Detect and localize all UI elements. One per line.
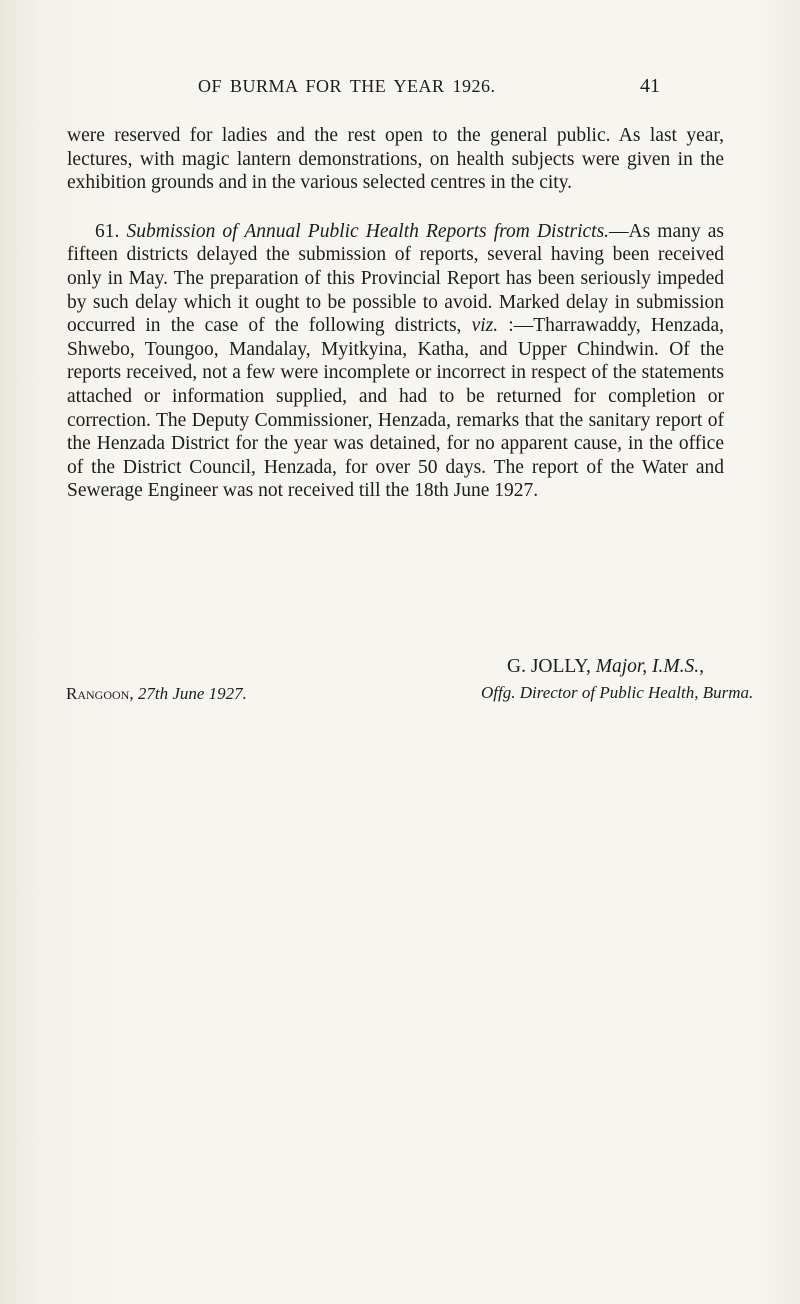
place: Rangoon, <box>66 684 134 703</box>
paragraph-text-b: :—Tharrawaddy, Henzada, Shwebo, Toungoo, Mandalay, Myitkyina, Katha, and Upper Chindwin. Of the reports received, not a few were incomplete or incorrect in respect of the statements attached or information supplied, and had to be returned for completion or correction. The Deputy Commissioner, Henzada, remarks that the sanitary report of the Henzada District for the year was detained, for no apparent cause, in the office of the District Council, Henzada, for over 50 days. The report of the Water and Sewerage Engineer was not received till the 18th June 1927. <box>67 315 725 502</box>
paragraph-number: 61. <box>95 220 120 242</box>
paragraph-continued: were reserved for ladies and the rest open to the general public. As last year, lectures, with magic lantern demonstrations, on health subjects were given in the exhibition grounds and in the various selected centres in the city. <box>67 125 724 194</box>
date: 27th June 1927. <box>137 684 247 703</box>
heading-dash: — <box>609 220 629 242</box>
running-head: OF BURMA FOR THE YEAR 1926. <box>198 76 496 96</box>
body-text <box>67 124 724 503</box>
paragraph-heading: Submission of Annual Public Health Reports from Districts. <box>126 220 610 242</box>
signature-name: G. JOLLY, <box>507 656 591 677</box>
page-number: 41 <box>640 75 660 97</box>
signature-rank: Major, I.M.S., <box>595 656 705 677</box>
place-date <box>66 684 247 704</box>
paragraph-text-a: As many as fifteen districts delayed the submission of reports, several having been received only in May. The preparation of this Provincial Report has been seriously impeded by such delay which it ought to be possible to avoid. Marked delay in submission occurred in the case of the following districts, <box>67 220 724 337</box>
signature-line <box>507 656 704 678</box>
designation: Offg. Director of Public Health, Burma. <box>481 683 754 702</box>
paragraph-61 <box>67 220 724 503</box>
viz-abbreviation: viz. <box>471 315 499 337</box>
